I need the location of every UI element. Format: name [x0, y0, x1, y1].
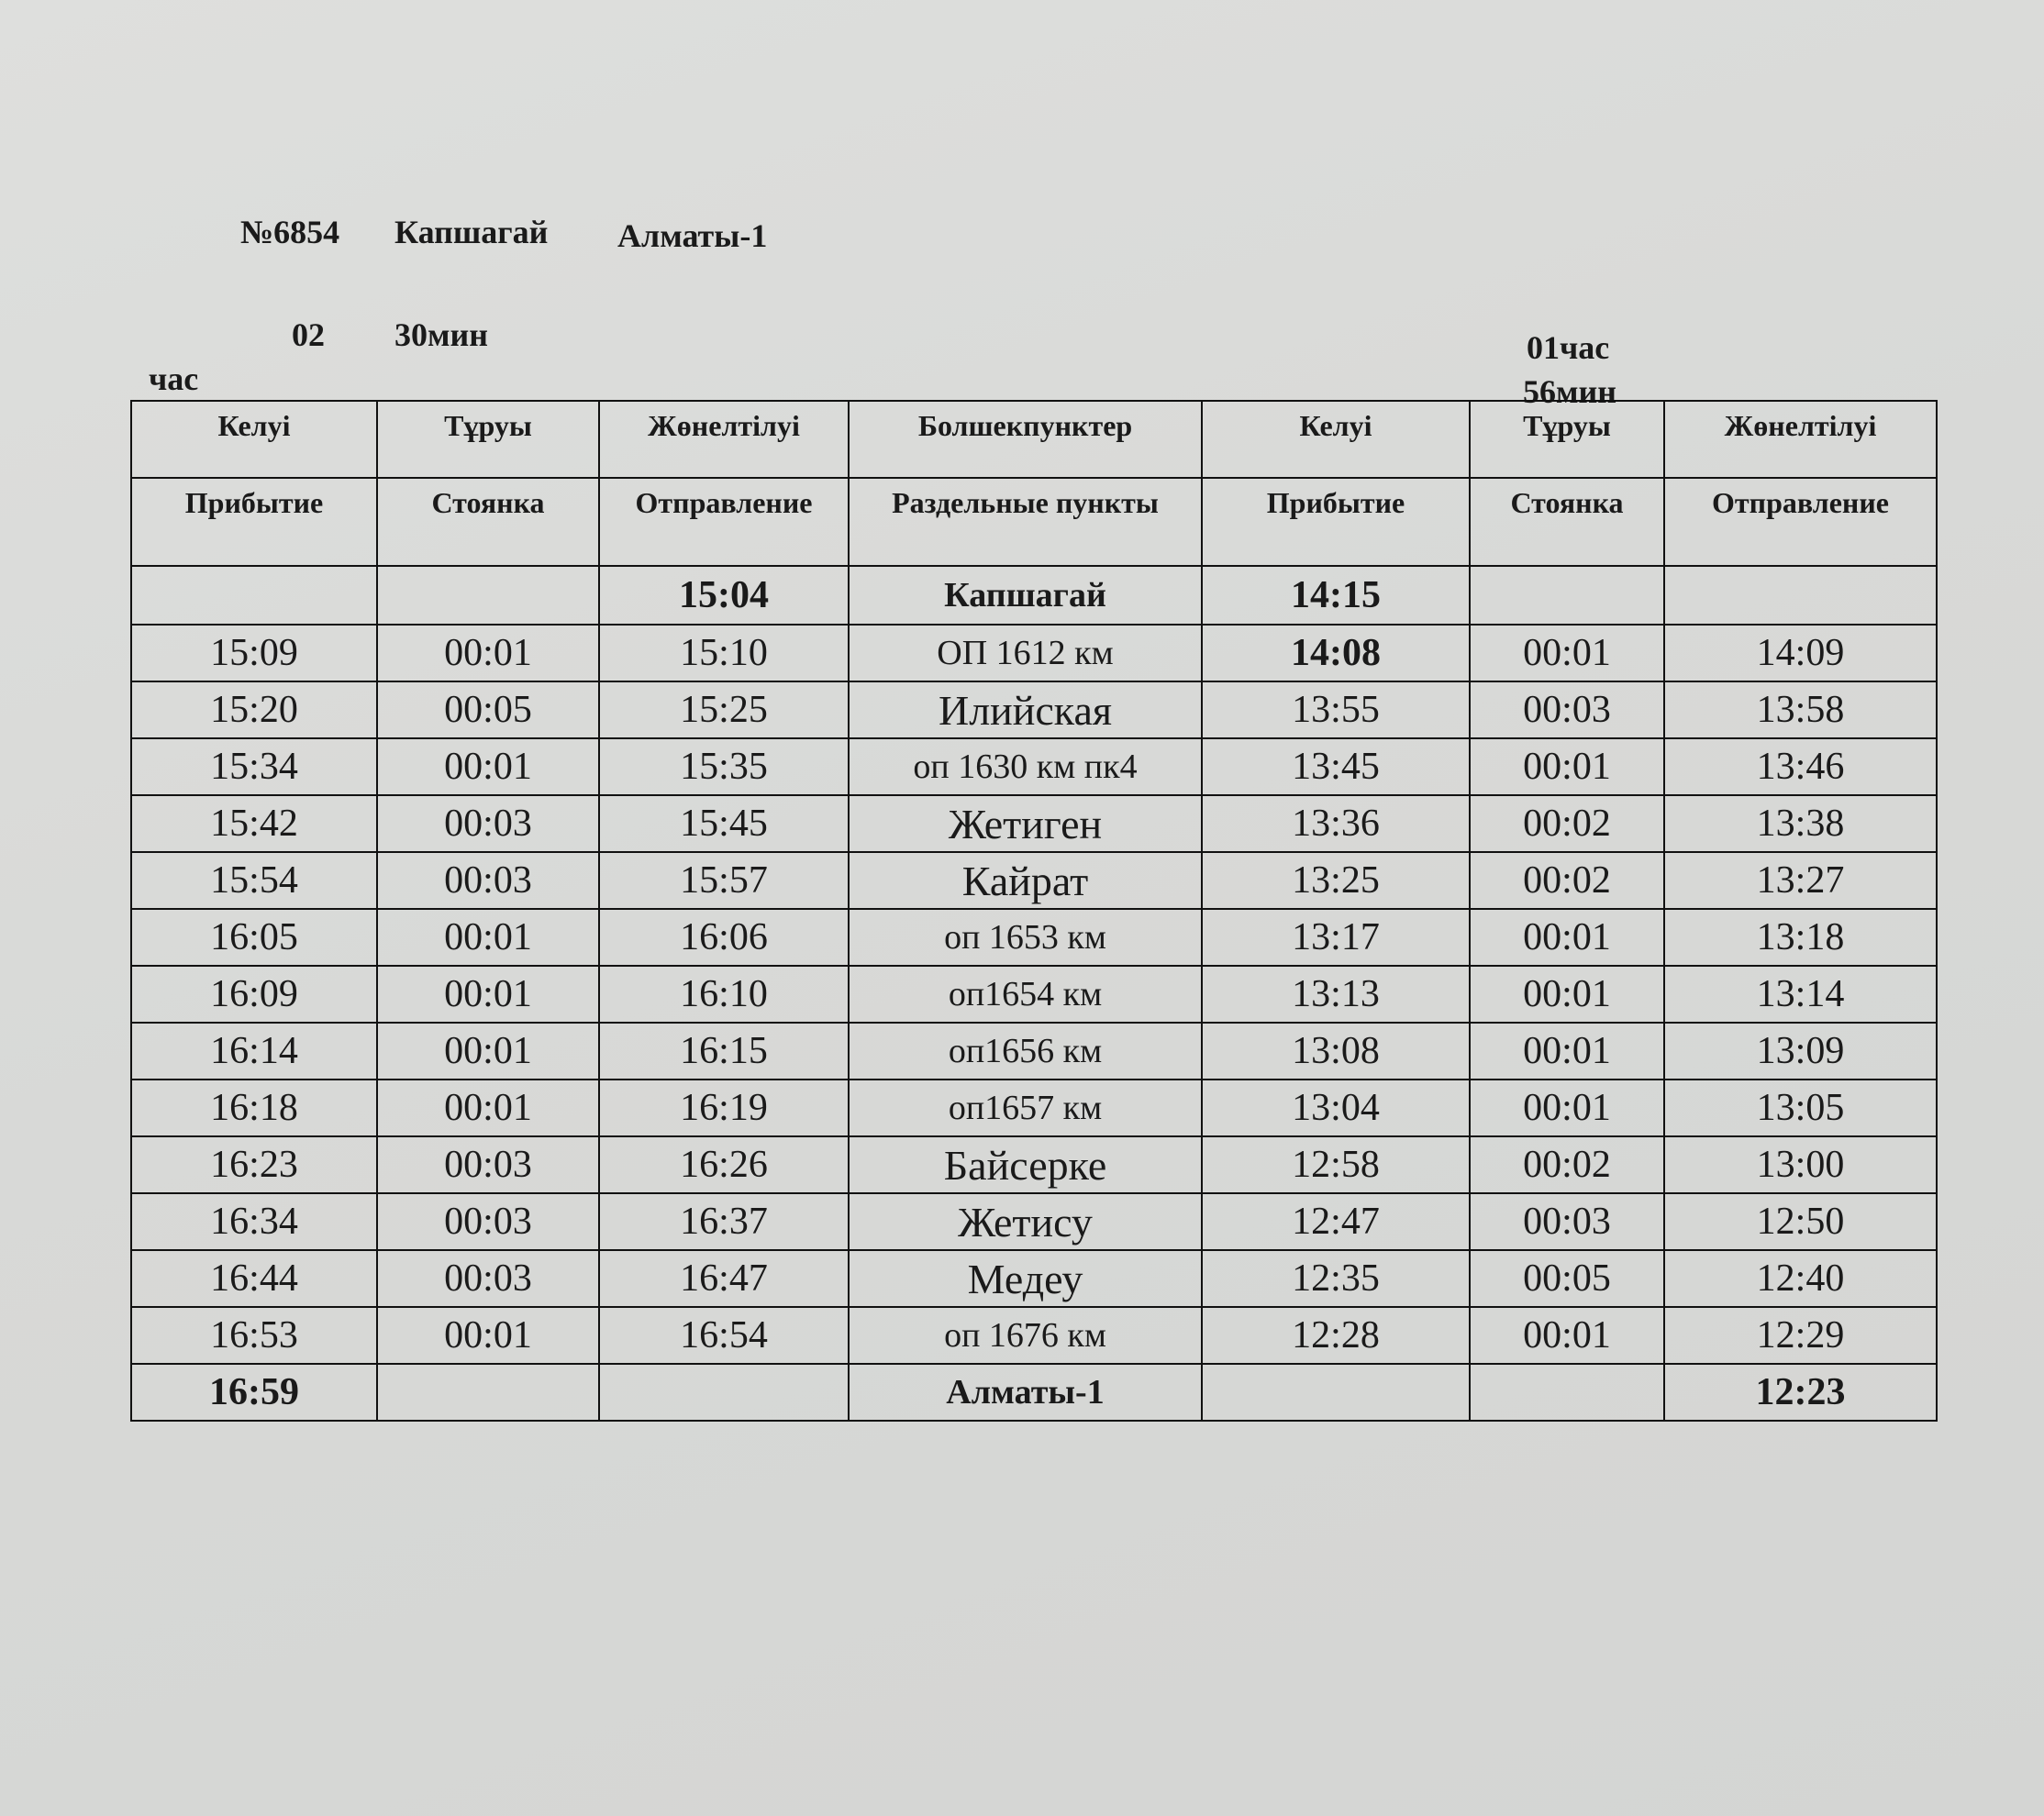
return-arrival-cell: 13:45 — [1202, 738, 1470, 795]
stop-cell: 00:01 — [377, 625, 599, 681]
departure-cell — [599, 1364, 849, 1421]
arrival-cell: 16:09 — [131, 966, 377, 1023]
return-arrival-cell: 13:13 — [1202, 966, 1470, 1023]
arrival-cell: 16:23 — [131, 1136, 377, 1193]
col-header-station-ru: Раздельные пункты — [849, 478, 1202, 566]
return-arrival-cell: 13:25 — [1202, 852, 1470, 909]
return-departure-cell: 13:14 — [1664, 966, 1937, 1023]
schedule-table — [130, 400, 1938, 1422]
departure-cell: 16:10 — [599, 966, 849, 1023]
travel-time-hours-unit: час — [149, 360, 199, 397]
table-row — [131, 795, 1937, 852]
destination-station: Алматы-1 — [617, 217, 768, 254]
table-row — [131, 966, 1937, 1023]
table-row — [131, 625, 1937, 681]
header-row-kazakh — [131, 401, 1937, 478]
return-departure-cell: 12:40 — [1664, 1250, 1937, 1307]
return-arrival-cell: 12:47 — [1202, 1193, 1470, 1250]
table-row — [131, 1136, 1937, 1193]
arrival-cell: 15:42 — [131, 795, 377, 852]
station-cell: оп1654 км — [849, 966, 1202, 1023]
travel-time-minutes: 30мин — [394, 316, 489, 353]
table-row — [131, 681, 1937, 738]
departure-cell: 16:19 — [599, 1080, 849, 1136]
table-row — [131, 738, 1937, 795]
table-row — [131, 1193, 1937, 1250]
return-travel-minutes: 56мин — [1523, 373, 1617, 410]
arrival-cell: 16:14 — [131, 1023, 377, 1080]
return-stop-cell: 00:05 — [1470, 1250, 1664, 1307]
stop-cell: 00:03 — [377, 1193, 599, 1250]
return-stop-cell: 00:03 — [1470, 1193, 1664, 1250]
return-stop-cell: 00:01 — [1470, 1023, 1664, 1080]
col-header-arrival-kz: Келуі — [131, 401, 377, 478]
return-departure-cell: 13:38 — [1664, 795, 1937, 852]
stop-cell: 00:03 — [377, 795, 599, 852]
stop-cell: 00:03 — [377, 1250, 599, 1307]
station-cell: оп 1676 км — [849, 1307, 1202, 1364]
return-departure-cell: 14:09 — [1664, 625, 1937, 681]
return-arrival-cell: 14:08 — [1202, 625, 1470, 681]
departure-cell: 15:35 — [599, 738, 849, 795]
table-row — [131, 566, 1937, 625]
departure-cell: 15:45 — [599, 795, 849, 852]
return-travel-hours: 01час — [1527, 329, 1610, 366]
departure-cell: 16:15 — [599, 1023, 849, 1080]
stop-cell: 00:03 — [377, 852, 599, 909]
col-header-return-departure-kz: Жөнелтілуі — [1664, 401, 1937, 478]
return-departure-cell: 13:09 — [1664, 1023, 1937, 1080]
station-cell: Капшагай — [849, 566, 1202, 625]
table-row — [131, 1250, 1937, 1307]
col-header-return-arrival-kz: Келуі — [1202, 401, 1470, 478]
arrival-cell: 15:09 — [131, 625, 377, 681]
return-stop-cell: 00:01 — [1470, 625, 1664, 681]
station-cell: Медеу — [849, 1250, 1202, 1307]
col-header-return-stop-kz: Тұруы — [1470, 401, 1664, 478]
departure-cell: 15:25 — [599, 681, 849, 738]
return-departure-cell: 13:05 — [1664, 1080, 1937, 1136]
arrival-cell: 16:34 — [131, 1193, 377, 1250]
station-cell: оп 1653 км — [849, 909, 1202, 966]
stop-cell: 00:01 — [377, 1307, 599, 1364]
departure-cell: 16:47 — [599, 1250, 849, 1307]
return-stop-cell: 00:01 — [1470, 909, 1664, 966]
stop-cell — [377, 1364, 599, 1421]
col-header-return-arrival-ru: Прибытие — [1202, 478, 1470, 566]
return-arrival-cell: 12:35 — [1202, 1250, 1470, 1307]
stop-cell: 00:01 — [377, 1080, 599, 1136]
return-stop-cell: 00:01 — [1470, 1080, 1664, 1136]
stop-cell — [377, 566, 599, 625]
arrival-cell: 16:53 — [131, 1307, 377, 1364]
return-arrival-cell: 12:28 — [1202, 1307, 1470, 1364]
station-cell: Алматы-1 — [849, 1364, 1202, 1421]
col-header-station-kz: Болшекпунктер — [849, 401, 1202, 478]
return-arrival-cell: 13:08 — [1202, 1023, 1470, 1080]
return-departure-cell: 12:50 — [1664, 1193, 1937, 1250]
arrival-cell: 16:18 — [131, 1080, 377, 1136]
col-header-arrival-ru: Прибытие — [131, 478, 377, 566]
departure-cell: 16:37 — [599, 1193, 849, 1250]
departure-cell: 16:06 — [599, 909, 849, 966]
departure-cell: 16:54 — [599, 1307, 849, 1364]
return-stop-cell: 00:01 — [1470, 1307, 1664, 1364]
return-arrival-cell: 13:04 — [1202, 1080, 1470, 1136]
col-header-departure-ru: Отправление — [599, 478, 849, 566]
table-row — [131, 1080, 1937, 1136]
return-arrival-cell: 13:17 — [1202, 909, 1470, 966]
return-stop-cell: 00:01 — [1470, 738, 1664, 795]
arrival-cell: 15:34 — [131, 738, 377, 795]
train-number: №6854 — [240, 214, 340, 250]
return-arrival-cell — [1202, 1364, 1470, 1421]
return-departure-cell: 13:27 — [1664, 852, 1937, 909]
stop-cell: 00:01 — [377, 909, 599, 966]
return-departure-cell: 13:58 — [1664, 681, 1937, 738]
arrival-cell: 16:05 — [131, 909, 377, 966]
stop-cell: 00:01 — [377, 738, 599, 795]
stop-cell: 00:01 — [377, 966, 599, 1023]
return-departure-cell — [1664, 566, 1937, 625]
return-stop-cell — [1470, 566, 1664, 625]
return-stop-cell: 00:02 — [1470, 795, 1664, 852]
travel-time-hours-value: 02 — [292, 316, 325, 353]
arrival-cell: 15:20 — [131, 681, 377, 738]
return-stop-cell: 00:03 — [1470, 681, 1664, 738]
departure-cell: 15:57 — [599, 852, 849, 909]
table-row — [131, 1364, 1937, 1421]
col-header-stop-kz: Тұруы — [377, 401, 599, 478]
origin-station: Капшагай — [394, 214, 549, 250]
departure-cell: 15:04 — [599, 566, 849, 625]
col-header-return-stop-ru: Стоянка — [1470, 478, 1664, 566]
station-cell: Байсерке — [849, 1136, 1202, 1193]
header-row-russian — [131, 478, 1937, 566]
col-header-return-departure-ru: Отправление — [1664, 478, 1937, 566]
return-stop-cell — [1470, 1364, 1664, 1421]
stop-cell: 00:05 — [377, 681, 599, 738]
stop-cell: 00:03 — [377, 1136, 599, 1193]
return-stop-cell: 00:02 — [1470, 852, 1664, 909]
return-arrival-cell: 12:58 — [1202, 1136, 1470, 1193]
station-cell: оп1657 км — [849, 1080, 1202, 1136]
table-row — [131, 852, 1937, 909]
station-cell: Жетиген — [849, 795, 1202, 852]
return-arrival-cell: 13:36 — [1202, 795, 1470, 852]
return-departure-cell: 13:46 — [1664, 738, 1937, 795]
arrival-cell: 16:44 — [131, 1250, 377, 1307]
arrival-cell — [131, 566, 377, 625]
stop-cell: 00:01 — [377, 1023, 599, 1080]
departure-cell: 16:26 — [599, 1136, 849, 1193]
station-cell: оп1656 км — [849, 1023, 1202, 1080]
station-cell: Илийская — [849, 681, 1202, 738]
return-stop-cell: 00:01 — [1470, 966, 1664, 1023]
return-departure-cell: 12:23 — [1664, 1364, 1937, 1421]
table-row — [131, 1307, 1937, 1364]
station-cell: Жетису — [849, 1193, 1202, 1250]
table-row — [131, 1023, 1937, 1080]
departure-cell: 15:10 — [599, 625, 849, 681]
return-stop-cell: 00:02 — [1470, 1136, 1664, 1193]
station-cell: ОП 1612 км — [849, 625, 1202, 681]
return-departure-cell: 13:18 — [1664, 909, 1937, 966]
return-departure-cell: 12:29 — [1664, 1307, 1937, 1364]
return-arrival-cell: 13:55 — [1202, 681, 1470, 738]
station-cell: Кайрат — [849, 852, 1202, 909]
arrival-cell: 15:54 — [131, 852, 377, 909]
col-header-stop-ru: Стоянка — [377, 478, 599, 566]
col-header-departure-kz: Жөнелтілуі — [599, 401, 849, 478]
arrival-cell: 16:59 — [131, 1364, 377, 1421]
table-row — [131, 909, 1937, 966]
return-departure-cell: 13:00 — [1664, 1136, 1937, 1193]
return-arrival-cell: 14:15 — [1202, 566, 1470, 625]
station-cell: оп 1630 км пк4 — [849, 738, 1202, 795]
